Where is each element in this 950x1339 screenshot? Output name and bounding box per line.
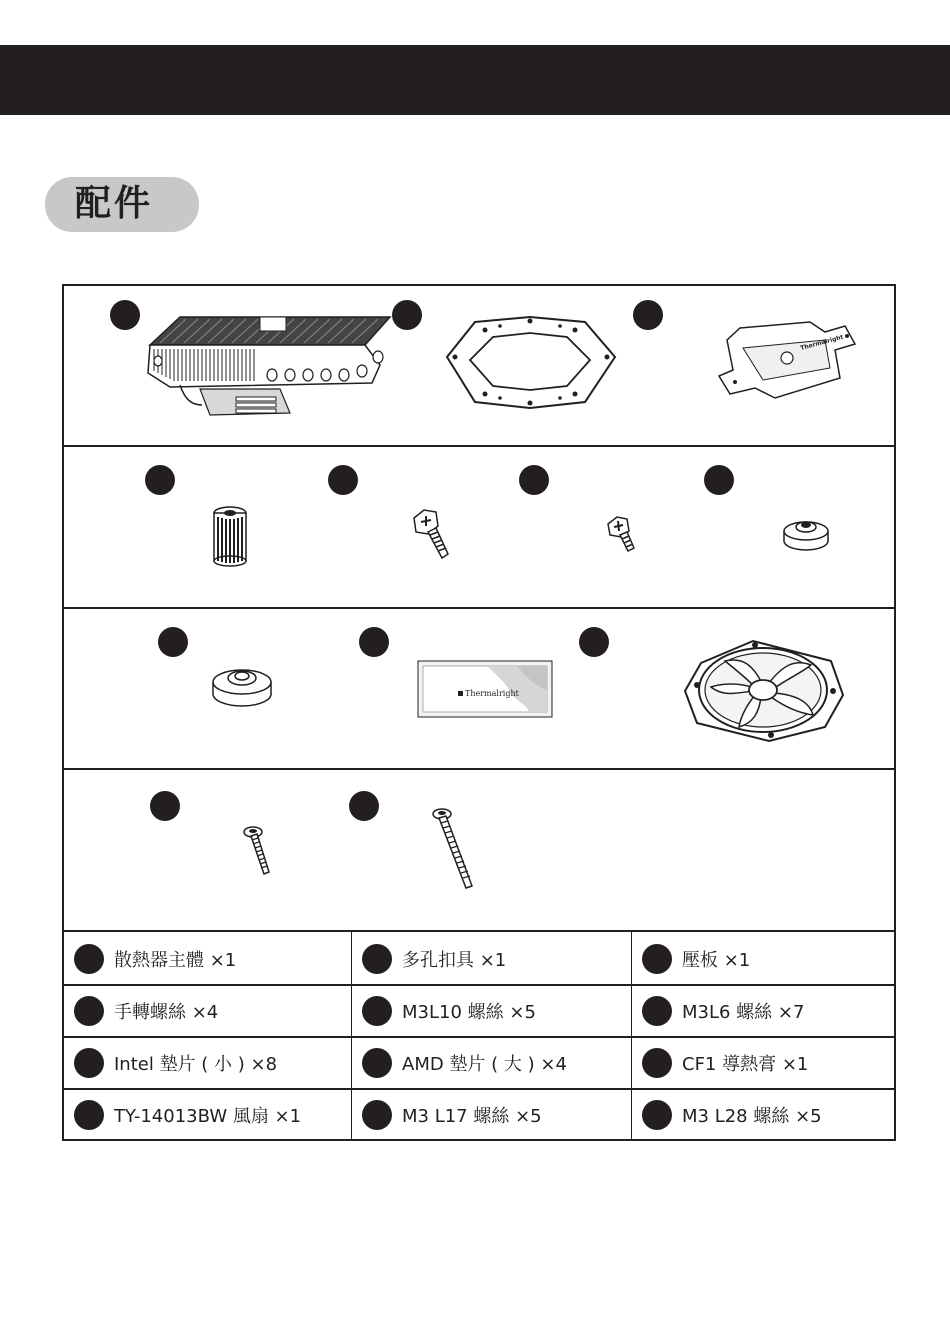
part-marker-thermal-paste <box>359 627 389 657</box>
section-title-pill <box>45 177 199 232</box>
legend-label: Intel 墊片 ( 小 ) ×8 <box>114 1054 278 1075</box>
legend-label: CF1 導熱膏 ×1 <box>682 1054 809 1075</box>
legend-label: 手轉螺絲 ×4 <box>114 1002 219 1023</box>
legend-cell-m3l10-screw <box>362 985 536 1037</box>
m3l17-screw-illustration <box>242 824 272 876</box>
multi-hole-bracket-illustration <box>445 312 620 412</box>
legend-label: M3L6 螺絲 ×7 <box>682 1002 805 1023</box>
legend-marker <box>642 944 672 974</box>
amd-spacer-illustration <box>210 662 274 710</box>
part-marker-thumb-screw <box>145 465 175 495</box>
legend-cell-m3l6-screw <box>642 985 804 1037</box>
heatsink-illustration <box>140 305 395 430</box>
row-divider <box>62 930 896 932</box>
part-marker-m3l28-screw <box>349 791 379 821</box>
legend-cell-pressure-plate <box>642 933 750 985</box>
part-marker-amd-spacer <box>158 627 188 657</box>
row-divider <box>62 607 896 609</box>
thermal-paste-brand-label: Thermalright <box>465 688 519 698</box>
section-title: 配件 <box>75 183 154 224</box>
legend-marker <box>362 996 392 1026</box>
fan-illustration <box>683 635 845 745</box>
part-marker-intel-spacer <box>704 465 734 495</box>
legend-marker <box>642 1048 672 1078</box>
legend-marker <box>74 1048 104 1078</box>
column-divider <box>351 931 352 1141</box>
legend-marker <box>74 1100 104 1130</box>
row-divider <box>62 768 896 770</box>
legend-marker <box>362 944 392 974</box>
part-marker-m3l10-screw <box>328 465 358 495</box>
m3l6-screw-illustration <box>605 515 640 555</box>
legend-cell-thermal-paste <box>642 1037 808 1089</box>
legend-marker <box>642 996 672 1026</box>
legend-marker <box>74 996 104 1026</box>
legend-label: TY-14013BW 風扇 ×1 <box>114 1106 302 1127</box>
legend-label: M3L10 螺絲 ×5 <box>402 1002 536 1023</box>
legend-marker <box>362 1100 392 1130</box>
legend-cell-intel-spacer <box>74 1037 277 1089</box>
legend-label: M3 L17 螺絲 ×5 <box>402 1106 542 1127</box>
part-marker-m3l6-screw <box>519 465 549 495</box>
legend-marker <box>642 1100 672 1130</box>
pressure-plate-illustration <box>715 318 860 403</box>
legend-label: 多孔扣具 ×1 <box>402 950 507 971</box>
header-bar <box>0 45 950 115</box>
thermal-paste-brand <box>458 686 538 700</box>
legend-cell-heatsink <box>74 933 236 985</box>
legend-label: AMD 墊片 ( 大 ) ×4 <box>402 1054 567 1075</box>
thumb-screw-illustration <box>205 505 255 567</box>
m3l10-screw-illustration <box>410 508 455 560</box>
legend-cell-m3l28-screw <box>642 1089 822 1141</box>
part-marker-heatsink <box>110 300 140 330</box>
legend-label: 壓板 ×1 <box>682 950 751 971</box>
intel-spacer-illustration <box>780 515 832 553</box>
legend-marker <box>362 1048 392 1078</box>
part-marker-m3l17-screw <box>150 791 180 821</box>
legend-cell-thumb-screw <box>74 985 218 1037</box>
column-divider <box>631 931 632 1141</box>
part-marker-fan <box>579 627 609 657</box>
legend-marker <box>74 944 104 974</box>
brand-logo-icon <box>458 691 463 696</box>
legend-cell-amd-spacer <box>362 1037 567 1089</box>
legend-cell-m3l17-screw <box>362 1089 542 1141</box>
part-marker-pressure-plate <box>633 300 663 330</box>
m3l28-screw-illustration <box>430 806 475 891</box>
legend-cell-bracket <box>362 933 506 985</box>
legend-label: 散熱器主體 ×1 <box>114 950 237 971</box>
legend-label: M3 L28 螺絲 ×5 <box>682 1106 822 1127</box>
row-divider <box>62 445 896 447</box>
part-marker-bracket <box>392 300 422 330</box>
svg-text:Thermalright: Thermalright <box>799 333 845 352</box>
legend-cell-fan <box>74 1089 301 1141</box>
